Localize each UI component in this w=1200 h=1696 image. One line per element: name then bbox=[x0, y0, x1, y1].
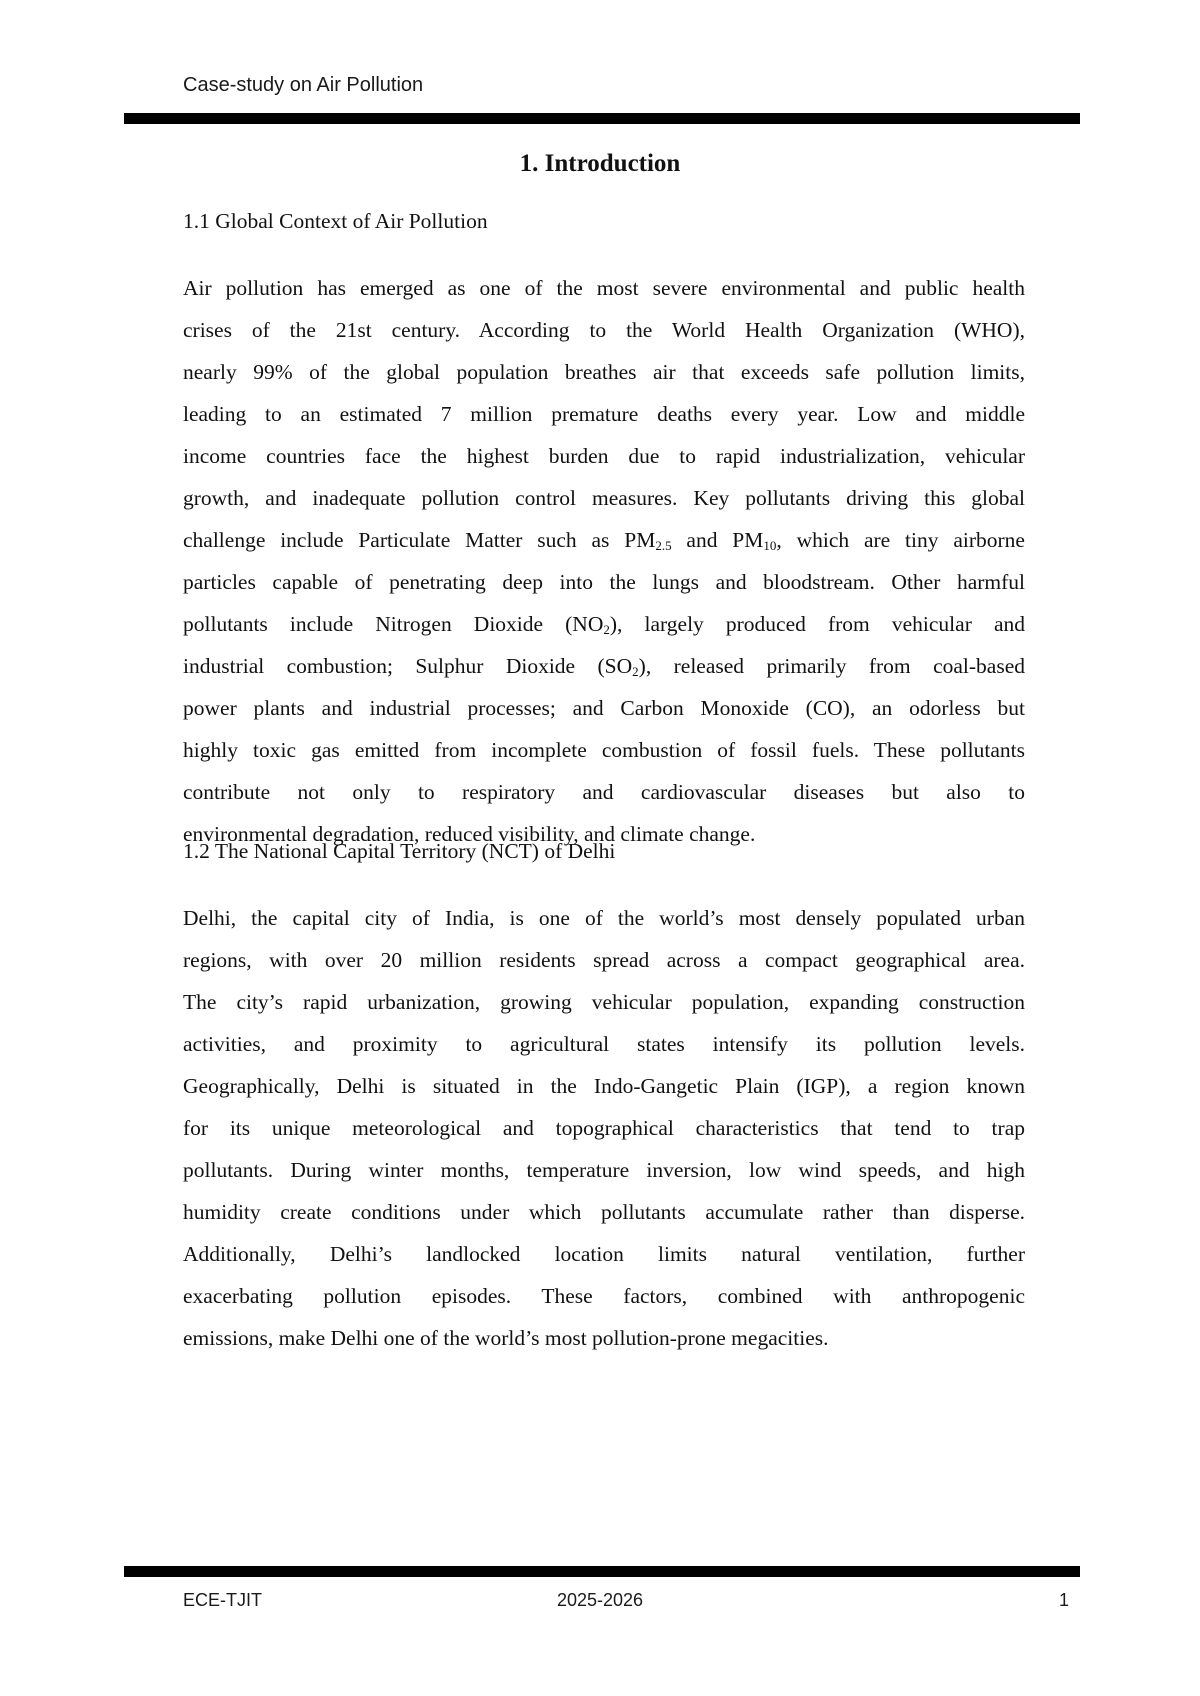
chapter-title: 1. Introduction bbox=[519, 150, 681, 177]
text-line: power plants and industrial processes; and Carbon Monoxide (CO), an odorless but bbox=[183, 696, 1025, 720]
text-line: Delhi, the capital city of India, is one of the world’s most densely populated urban bbox=[183, 906, 1025, 930]
text-line: challenge include Particulate Matter such as $PM_{2.5}$ and $PM_{10}$, which are tiny airborne bbox=[183, 528, 1025, 553]
text-line: pollutants include Nitrogen Dioxide $(NO_2)$, largely produced from vehicular and bbox=[183, 612, 1025, 637]
text-line: for its unique meteorological and topographical characteristics that tend to trap bbox=[183, 1116, 1025, 1140]
text-line: growth, and inadequate pollution control measures. Key pollutants driving this global bbox=[183, 486, 1025, 510]
text-line: environmental degradation, reduced visibility, and climate change. bbox=[183, 822, 756, 846]
text-line: The city’s rapid urbanization, growing vehicular population, expanding construction bbox=[183, 990, 1025, 1014]
text-line: crises of the 21st century. According to the World Health Organization (WHO), bbox=[183, 318, 1025, 342]
footer-rule bbox=[124, 1566, 1080, 1577]
text-line: regions, with over 20 million residents spread across a compact geographical area. bbox=[183, 948, 1025, 972]
footer-department: ECE-TJIT bbox=[183, 1590, 262, 1610]
text-line: nearly 99% of the global population breathes air that exceeds safe pollution limits, bbox=[183, 360, 1025, 384]
text-line: Air pollution has emerged as one of the most severe environmental and public health bbox=[183, 276, 1025, 300]
text-line: pollutants. During winter months, temperature inversion, low wind speeds, and high bbox=[183, 1158, 1025, 1182]
paragraph-nct-delhi bbox=[183, 897, 1025, 1359]
section-heading-nct-delhi: 1.2 The National Capital Territory (NCT) of Delhi bbox=[183, 839, 616, 863]
text-line: leading to an estimated 7 million premature deaths every year. Low and middle bbox=[183, 402, 1025, 426]
text-line: industrial combustion; Sulphur Dioxide $(SO_2)$, released primarily from coal-based bbox=[183, 654, 1025, 679]
paragraph-global-context bbox=[183, 267, 1025, 855]
text-line: contribute not only to respiratory and cardiovascular diseases but also to bbox=[183, 780, 1025, 804]
text-line: Geographically, Delhi is situated in the Indo-Gangetic Plain (IGP), a region known bbox=[183, 1074, 1025, 1098]
header-title: Case-study on Air Pollution bbox=[183, 74, 424, 96]
text-line: Additionally, Delhi’s landlocked location limits natural ventilation, further bbox=[183, 1242, 1025, 1266]
subscript: 10 bbox=[763, 538, 777, 553]
text-line: humidity create conditions under which pollutants accumulate rather than disperse. bbox=[183, 1200, 1025, 1224]
text-line: particles capable of penetrating deep into the lungs and bloodstream. Other harmful bbox=[183, 570, 1025, 594]
subscript: 2 bbox=[632, 664, 639, 679]
section-heading-global-context: 1.1 Global Context of Air Pollution bbox=[183, 209, 488, 233]
subscript: 2.5 bbox=[655, 538, 672, 553]
text-line: exacerbating pollution episodes. These factors, combined with anthropogenic bbox=[183, 1284, 1025, 1308]
header-rule bbox=[124, 113, 1080, 124]
text-line: emissions, make Delhi one of the world’s most pollution-prone megacities. bbox=[183, 1326, 829, 1350]
footer-academic-year: 2025-2026 bbox=[556, 1590, 644, 1610]
subscript: 2 bbox=[603, 622, 610, 637]
text-line: income countries face the highest burden due to rapid industrialization, vehicular bbox=[183, 444, 1025, 468]
page-number: 1 bbox=[1058, 1590, 1069, 1610]
text-line: highly toxic gas emitted from incomplete combustion of fossil fuels. These pollutants bbox=[183, 738, 1025, 762]
text-line: activities, and proximity to agricultural states intensify its pollution levels. bbox=[183, 1032, 1025, 1056]
